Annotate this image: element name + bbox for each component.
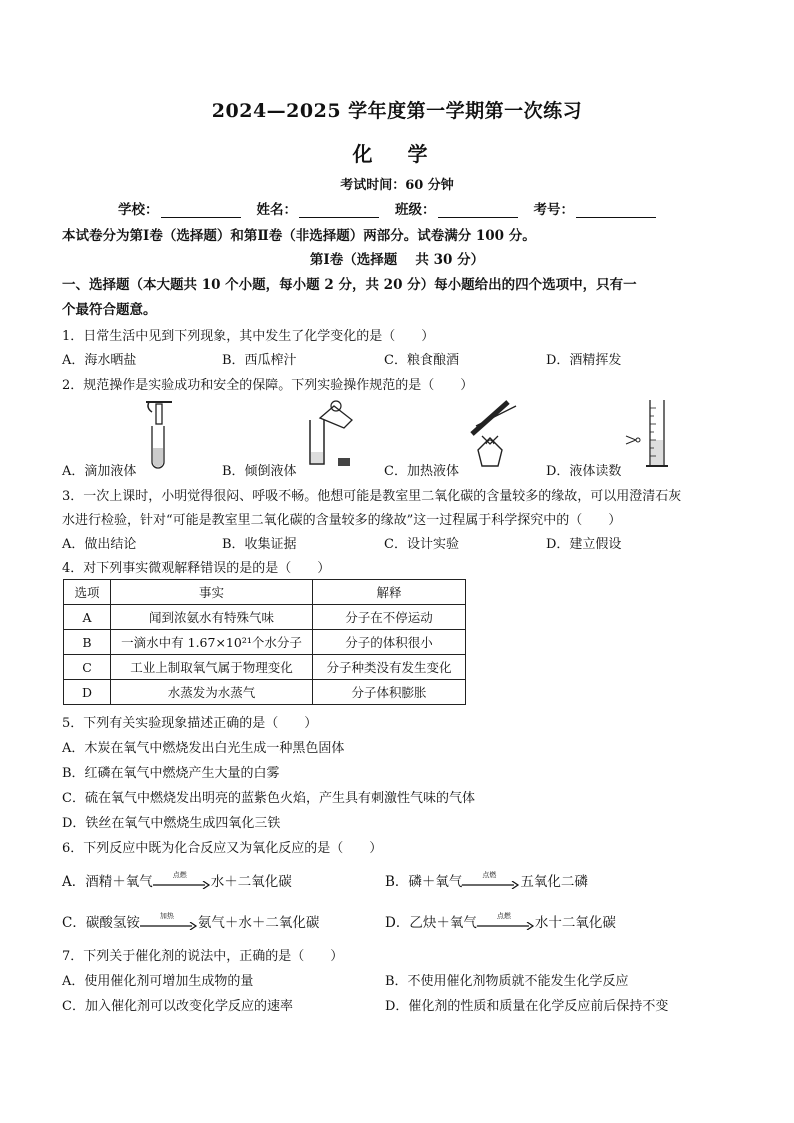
name-field — [257, 198, 380, 218]
q5-option-c[interactable]: C．硫在氧气中燃烧发出明亮的蓝紫色火焰，产生具有刺激性气味的气体 — [62, 791, 475, 806]
table-row — [64, 655, 466, 680]
table-cell: 分子的体积很小 — [313, 630, 466, 655]
school-blank[interactable] — [161, 203, 241, 218]
q6-option-c[interactable] — [62, 911, 319, 931]
equation-products: 氨气＋水＋二氧化碳 — [197, 915, 320, 931]
q2-option-c[interactable]: C．加热液体 — [384, 464, 459, 479]
q4-stem: 4．对下列事实微观解释错误的是的是（ ） — [62, 561, 331, 576]
name-blank[interactable] — [299, 203, 379, 218]
pouring-liquid-image — [302, 398, 358, 470]
table-header-cell: 解释 — [313, 580, 466, 605]
table-header-cell: 选项 — [64, 580, 111, 605]
q1-option-a[interactable]: A．海水晒盐 — [62, 353, 137, 368]
table-row — [64, 630, 466, 655]
exam-time: 考试时间：60 分钟 — [340, 178, 454, 193]
reaction-condition: 加热 — [159, 911, 174, 920]
q1-option-d[interactable]: D．酒精挥发 — [546, 353, 622, 368]
table-cell: 分子在不停运动 — [313, 605, 466, 630]
q3-option-b[interactable]: B．收集证据 — [222, 537, 297, 552]
q3-stem-line1: 3．一次上课时，小明觉得很闷、呼吸不畅。他想可能是教室里二氧化碳的含量较多的缘故，可以用澄清石灰 — [62, 489, 682, 504]
q3-option-d[interactable]: D．建立假设 — [546, 537, 622, 552]
class-label: 班级： — [395, 202, 436, 218]
equation-reactants: B．磷＋氧气 — [385, 874, 463, 890]
subject-title: 化 学 — [352, 142, 442, 166]
table-row — [64, 680, 466, 705]
section1-heading-line2: 个最符合题意。 — [62, 302, 157, 318]
q5-option-d[interactable]: D．铁丝在氧气中燃烧生成四氧化三铁 — [62, 816, 281, 831]
q5-stem: 5．下列有关实验现象描述正确的是（ ） — [62, 716, 318, 731]
reaction-condition: 点燃 — [496, 911, 511, 920]
table-cell: 工业上制取氧气属于物理变化 — [111, 655, 313, 680]
q2-stem: 2．规范操作是实验成功和安全的保障。下列实验操作规范的是（ ） — [62, 378, 474, 393]
name-label: 姓名： — [256, 202, 297, 218]
equation-reactants: A．酒精＋氧气 — [62, 874, 153, 890]
school-field — [118, 198, 241, 218]
q6-option-b[interactable] — [385, 870, 588, 890]
intro-text: 本试卷分为第Ⅰ卷（选择题）和第Ⅱ卷（非选择题）两部分。试卷满分 100 分。 — [62, 228, 536, 244]
q2-option-d[interactable]: D．液体读数 — [546, 464, 622, 479]
q4-table — [63, 579, 466, 705]
q3-option-a[interactable]: A．做出结论 — [62, 537, 137, 552]
q5-option-b[interactable]: B．红磷在氧气中燃烧产生大量的白雾 — [62, 766, 280, 781]
dropper-test-tube-image — [140, 396, 180, 470]
equation-products: 水＋二氧化碳 — [210, 874, 292, 890]
class-field — [395, 198, 518, 218]
heating-liquid-image — [462, 396, 528, 472]
equation-reactants: C．碳酸氢铵 — [62, 915, 140, 931]
table-cell: 一滴水中有 1.67×10²¹个水分子 — [111, 630, 313, 655]
student-info-row — [118, 198, 672, 218]
q7-option-b[interactable]: B．不使用催化剂物质就不能发生化学反应 — [385, 974, 629, 989]
q7-stem: 7．下列关于催化剂的说法中，正确的是（ ） — [62, 949, 344, 964]
part1-heading: 第Ⅰ卷（选择题 共 30 分） — [309, 252, 485, 268]
q2-option-a[interactable]: A．滴加液体 — [62, 464, 137, 479]
exam-number-label: 考号： — [533, 202, 574, 218]
table-cell: C — [64, 655, 111, 680]
graduated-cylinder-image — [622, 396, 670, 472]
reaction-arrow-icon — [477, 911, 535, 931]
table-header-row — [64, 580, 466, 605]
q3-stem-line2: 水进行检验，针对“可能是教室里二氧化碳的含量较多的缘故”这一过程属于科学探究中的（ ） — [62, 513, 622, 528]
school-label: 学校： — [118, 202, 159, 218]
table-row — [64, 605, 466, 630]
q3-option-c[interactable]: C．设计实验 — [384, 537, 459, 552]
q6-stem: 6．下列反应中既为化合反应又为氧化反应的是（ ） — [62, 841, 383, 856]
reaction-condition: 点燃 — [172, 870, 187, 879]
table-cell: 分子体积膨胀 — [313, 680, 466, 705]
exam-number-blank[interactable] — [576, 203, 656, 218]
equation-products: 水十二氧化碳 — [534, 915, 616, 931]
q6-option-a[interactable] — [62, 870, 292, 890]
section1-heading-line1: 一、选择题（本大题共 10 个小题，每小题 2 分，共 20 分）每小题给出的四个选项中，只有一 — [62, 277, 637, 293]
table-cell: D — [64, 680, 111, 705]
q1-option-c[interactable]: C．粮食酿酒 — [384, 353, 459, 368]
table-cell: 分子种类没有发生变化 — [313, 655, 466, 680]
q7-option-a[interactable]: A．使用催化剂可增加生成物的量 — [62, 974, 254, 989]
q7-option-c[interactable]: C．加入催化剂可以改变化学反应的速率 — [62, 999, 293, 1014]
reaction-arrow-icon — [462, 870, 520, 890]
equation-reactants: D．乙炔＋氧气 — [385, 915, 477, 931]
table-cell: 水蒸发为水蒸气 — [111, 680, 313, 705]
q5-option-a[interactable]: A．木炭在氧气中燃烧发出白光生成一种黑色固体 — [62, 741, 345, 756]
q6-option-d[interactable] — [385, 911, 616, 931]
exam-title: 2024—2025 学年度第一学期第一次练习 — [211, 100, 583, 122]
reaction-condition: 点燃 — [482, 870, 497, 879]
q1-stem: 1．日常生活中见到下列现象，其中发生了化学变化的是（ ） — [62, 329, 435, 344]
reaction-arrow-icon — [140, 911, 198, 931]
q7-option-d[interactable]: D．催化剂的性质和质量在化学反应前后保持不变 — [385, 999, 669, 1014]
exam-number-field — [534, 198, 657, 218]
table-header-cell: 事实 — [111, 580, 313, 605]
q1-option-b[interactable]: B．西瓜榨汁 — [222, 353, 297, 368]
class-blank[interactable] — [438, 203, 518, 218]
q2-option-b[interactable]: B．倾倒液体 — [222, 464, 297, 479]
table-cell: 闻到浓氨水有特殊气味 — [111, 605, 313, 630]
table-cell: A — [64, 605, 111, 630]
reaction-arrow-icon — [153, 870, 211, 890]
equation-products: 五氧化二磷 — [520, 874, 588, 890]
table-cell: B — [64, 630, 111, 655]
